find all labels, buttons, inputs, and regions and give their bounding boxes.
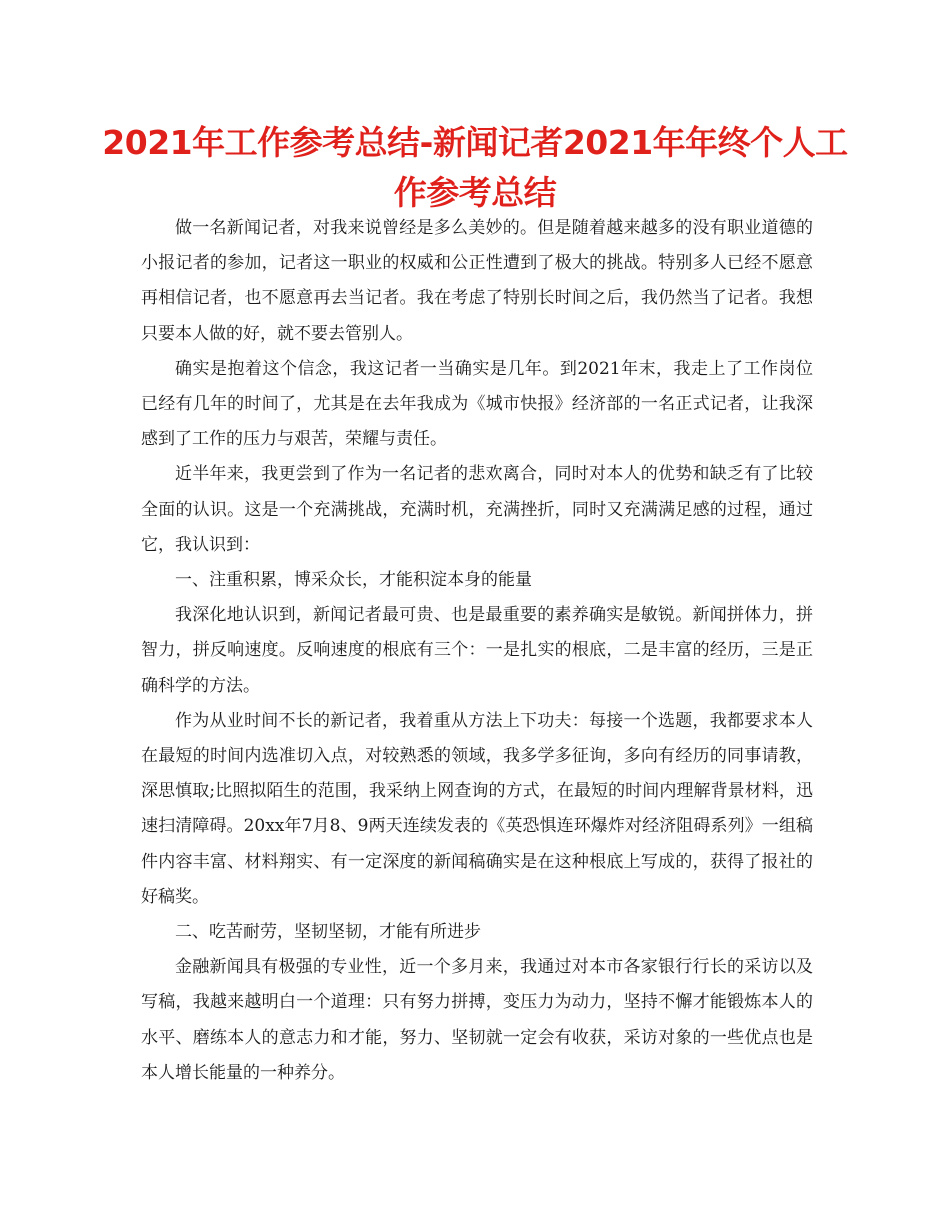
paragraph: 金融新闻具有极强的专业性，近一个多月来，我通过对本市各家银行行长的采访以及写稿，我越来越明白一个道理：只有努力拼搏，变压力为动力，坚持不懈才能锻炼本人的水平、磨练本人的意志力和才能，努力、坚韧就一定会有收获，采访对象的一些优点也是本人增长能量的一种养分。 <box>141 957 813 1083</box>
document-title: 2021年工作参考总结-新闻记者2021年年终个人工作参考总结 <box>102 123 848 212</box>
paragraph: 做一名新闻记者，对我来说曾经是多么美妙的。但是随着越来越多的没有职业道德的小报记者的参加，记者这一职业的权威和公正性遭到了极大的挑战。特别多人已经不愿意再相信记者，也不愿意再去当记者。我在考虑了特别长时间之后，我仍然当了记者。我想只要本人做的好，就不要去管别人。 <box>141 218 813 344</box>
section-heading: 二、吃苦耐劳，坚韧坚韧，才能有所进步 <box>175 922 481 943</box>
paragraph: 作为从业时间不长的新记者，我着重从方法上下功夫：每接一个选题，我都要求本人在最短的时间内选准切入点，对较熟悉的领域，我多学多征询，多向有经历的同事请教，深思慎取;比照拟陌生的范围，我采纳上网查询的方式，在最短的时间内理解背景材料，迅速扫清障碍。20xx年7月8、9两天连续发表的《英恐惧连环爆炸对经济阻碍系列》一组稿件内容丰富、材料翔实、有一定深度的新闻稿确实是在这种根底上写成的，获得了报社的好稿奖。 <box>141 710 813 907</box>
paragraph: 近半年来，我更尝到了作为一名记者的悲欢离合，同时对本人的优势和缺乏有了比较全面的认识。这是一个充满挑战，充满时机，充满挫折，同时又充满满足感的过程，通过它，我认识到： <box>141 464 813 555</box>
document-body <box>141 211 813 1091</box>
paragraph: 我深化地认识到，新闻记者最可贵、也是最重要的素养确实是敏锐。新闻拼体力，拼智力，拼反响速度。反响速度的根底有三个：一是扎实的根底，二是丰富的经历，三是正确科学的方法。 <box>141 605 813 696</box>
section-heading: 一、注重积累，博采众长，才能积淀本身的能量 <box>175 570 532 591</box>
paragraph: 确实是抱着这个信念，我这记者一当确实是几年。到2021年末，我走上了工作岗位已经有几年的时间了，尤其是在去年我成为《城市快报》经济部的一名正式记者，让我深感到了工作的压力与艰苦，荣耀与责任。 <box>141 358 813 450</box>
